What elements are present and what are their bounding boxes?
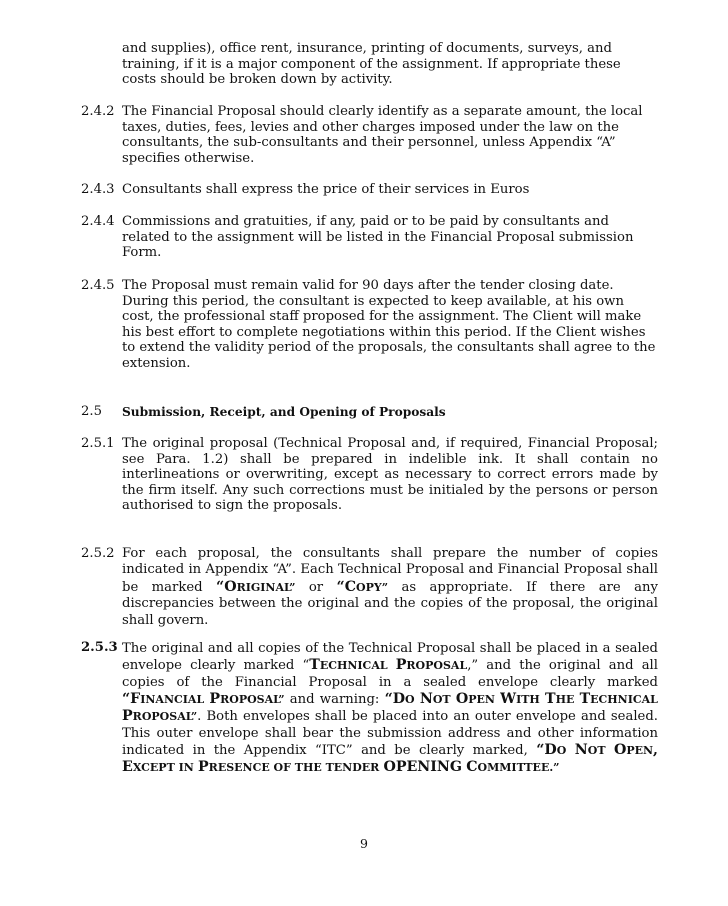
clause-2-5-1-text: The original proposal (Technical Proposal and, if required, Financial Proposal; see Para. 1.2) shall be prepared in indelible ink. It shall contain no interlineations or overwriting, except as necessary to correct errors made by the firm itself. Any such corrections must be initialed by the persons or person authorised to sign the proposals. [122, 436, 658, 514]
clause-2-5-3-text: The original and all copies of the Technical Proposal shall be placed in a sealed envelope clearly marked “TECHNICAL PROPOSAL,” and the original and all copies of the Financial Proposal in a sealed envelope clearly marked “FINANCIAL PROPOSAL” and warning: “DO NOT OPEN WITH THE TECHNICAL PROPOSAL”. Both envelopes shall be placed into an outer envelope and sealed. This outer envelope shall bear the submission address and other information indicated in the Appendix “ITC” and be clearly marked, “DO NOT OPEN, EXCEPT IN PRESENCE OF THE TENDER OPENING COMMITTEE.” [122, 641, 658, 775]
clause-2-5-3-part3: and warning: [289, 692, 380, 707]
tech-marking-rest2: ROPOSAL [406, 659, 468, 672]
tech-marking-p: P [395, 657, 407, 673]
clause-2-4-3-text: Consultants shall express the price of their services in Euros [122, 182, 530, 197]
original-marking-rest: RIGINAL” [236, 580, 296, 594]
section-number-2-5: 2.5 [81, 404, 102, 419]
fin-marking-rest2: ROPOSAL” [220, 693, 285, 706]
warning1-roposal: ROPOSAL” [132, 710, 198, 723]
warning1-he: HE [555, 693, 575, 706]
warning2-resence: RESENCE OF THE TENDER [208, 761, 380, 774]
copy-marking-rest: OPY” [355, 580, 389, 594]
warning2-xcept-in: XCEPT IN [132, 761, 194, 774]
warning1-d: “D [384, 691, 406, 707]
clause-number-2-4-3: 2.4.3 [81, 182, 115, 197]
clause-2-5-2-text [122, 546, 658, 629]
warning1-w: W [500, 691, 517, 707]
warning2-n: N [574, 742, 588, 758]
warning1-p: P [122, 708, 133, 724]
warning2-ot: OT [587, 744, 606, 757]
warning1-tech-t: T [579, 691, 591, 707]
warning2-open-o: O [613, 742, 627, 758]
warning1-open-o: O [455, 691, 469, 707]
clause-2-4-4-text: Commissions and gratuities, if any, paid or to be paid by consultants and related to the assignment will be listed in the Financial Proposal submission Form. [122, 214, 634, 261]
clause-2-5-2-part2: as appropriate. If there are any discrepancies between the original and the copies of the proposal, the original shall govern. [122, 579, 658, 628]
warning1-o: O [405, 693, 415, 706]
warning2-opening: OPENING [383, 759, 462, 775]
clause-number-2-5-2: 2.5.2 [81, 546, 115, 561]
warning2-d: “D [536, 742, 557, 758]
copy-marking-initial: “C [336, 578, 356, 595]
clause-2-5-3-part4: . Both envelopes shall be placed into an outer envelope and sealed. This outer envelope shall bear the submission address and other information indicated in the Appendix “ITC” and be clearly marked, [122, 709, 658, 758]
warning1-echnical: ECHNICAL [590, 693, 658, 706]
warning1-ith: ITH [516, 693, 540, 706]
warning2-ommittee: OMMITTEE.” [477, 761, 560, 774]
warning2-e: E [122, 759, 133, 775]
original-marking-initial: “O [216, 578, 237, 595]
tech-marking-rest: ECHNICAL [319, 659, 388, 672]
clause-2-4-5-text: The Proposal must remain valid for 90 days after the tender closing date. During this period, the consultant is expected to keep available, at his own cost, the professional staff proposed for the assignment. The Client will make his best effort to complete negotiations within this period. If the Client wishes to extend the validity period of the proposals, the consultants shall agree to the extension. [122, 278, 656, 371]
or-word: or [308, 579, 324, 595]
warning2-p: P [198, 759, 209, 775]
clause-2-5-2-part1: For each proposal, the consultants shall prepare the number of copies indicated in Appendix “A”. Each Technical Proposal and Financial Proposal shall be marked [122, 546, 658, 595]
clause-number-2-4-5: 2.4.5 [81, 278, 115, 293]
clause-number-2-4-2: 2.4.2 [81, 104, 115, 119]
fin-marking-rest: INANCIAL [140, 693, 205, 706]
clause-number-2-4-4: 2.4.4 [81, 214, 115, 229]
clause-number-2-5-3: 2.5.3 [81, 640, 118, 655]
continuation-paragraph: and supplies), office rent, insurance, printing of documents, surveys, and training, if it is a major component of the assignment. If appropriate these costs should be broken down by activity. [122, 41, 621, 88]
clause-2-5-3-part1: The original and all copies of the Technical Proposal shall be placed in a sealed envelope clearly marked “ [122, 641, 658, 673]
fin-marking-f: “F [122, 691, 141, 707]
warning1-pen: PEN [468, 693, 495, 706]
warning2-pen: PEN [626, 744, 654, 757]
warning2-c: C [466, 759, 478, 775]
clause-2-4-2-text: The Financial Proposal should clearly identify as a separate amount, the local taxes, duties, fees, levies and other charges imposed under the law on the consultants, the sub-consultants and their personnel, unless Appendix “A” specifies otherwise. [122, 104, 643, 166]
warning1-ot: OT [432, 693, 451, 706]
fin-marking-p: P [209, 691, 221, 707]
page-number: 9 [360, 836, 368, 851]
warning2-o: O [556, 744, 567, 757]
section-heading: Submission, Receipt, and Opening of Proposals [122, 405, 446, 419]
warning1-t: T [545, 691, 556, 707]
clause-2-5-3-part2: ,” and the original and all copies of the Financial Proposal in a sealed envelope clearly marked [122, 658, 658, 690]
warning1-n: N [419, 691, 433, 707]
tech-marking-t: T [309, 657, 320, 673]
clause-number-2-5-1: 2.5.1 [81, 436, 115, 451]
